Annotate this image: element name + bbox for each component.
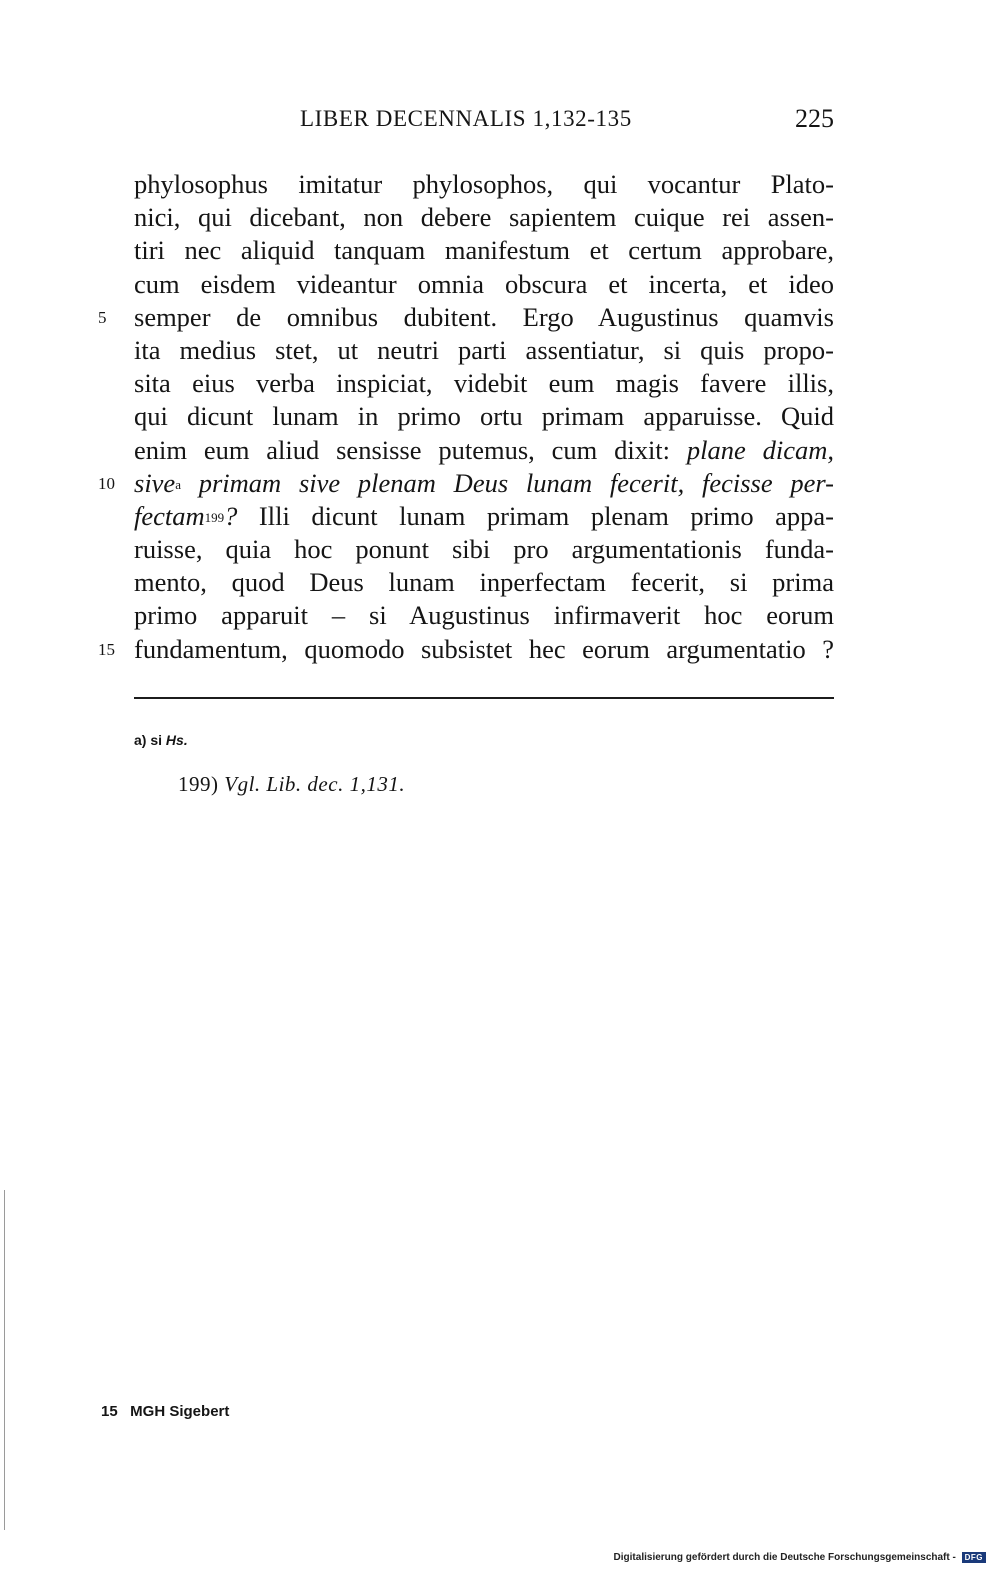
apparatus-source: Hs. bbox=[165, 732, 188, 748]
text-line bbox=[134, 168, 834, 201]
line-number: 15 bbox=[98, 639, 115, 659]
quoted-text: primam sive plenam Deus lunam fecerit, fecisse per- bbox=[180, 467, 834, 498]
text-segment: fundamentum, quomodo subsistet hec eorum argumentatio ? bbox=[134, 633, 834, 664]
note-reference: 199 bbox=[204, 509, 225, 525]
text-line bbox=[134, 533, 834, 566]
apparatus-reading: si bbox=[150, 732, 163, 748]
text-line bbox=[98, 467, 834, 500]
text-segment: cum eisdem videantur omnia obscura et incerta, et ideo bbox=[134, 268, 834, 299]
text-line bbox=[134, 234, 834, 267]
text-segment: Illi dicunt lunam primam plenam primo appa- bbox=[258, 500, 835, 531]
apparatus-marker: a) bbox=[134, 732, 147, 748]
footnote-199 bbox=[178, 772, 405, 797]
text-line bbox=[134, 400, 834, 433]
text-segment: sita eius verba inspiciat, videbit eum magis favere illis, bbox=[134, 368, 834, 399]
text-line bbox=[134, 334, 834, 367]
text-segment: tiri nec aliquid tanquam manifestum et certum approbare, bbox=[134, 235, 834, 266]
main-text bbox=[98, 168, 835, 666]
text-segment: semper de omnibus dubitent. Ergo Augustinus quamvis bbox=[134, 301, 834, 332]
quoted-text: fectam bbox=[134, 500, 205, 531]
dfg-logo-icon: DFG bbox=[962, 1552, 986, 1563]
quoted-text: plane dicam, bbox=[686, 434, 834, 465]
quoted-text: sive bbox=[134, 467, 176, 498]
text-segment: qui dicunt lunam in primo ortu primam apparuisse. Quid bbox=[134, 401, 834, 432]
text-segment: ita medius stet, ut neutri parti assentiatur, si quis propo- bbox=[134, 334, 834, 365]
footnote-separator-rule bbox=[134, 697, 834, 699]
text-segment: ruisse, quia hoc ponunt sibi pro argumentationis funda- bbox=[134, 534, 834, 565]
text-line bbox=[134, 599, 834, 632]
line-number: 5 bbox=[98, 307, 107, 327]
text-segment: phylosophus imitatur phylosophos, qui vocantur Plato- bbox=[134, 169, 834, 199]
text-segment: primo apparuit – si Augustinus infirmaverit hoc eorum bbox=[134, 600, 834, 631]
footnote-text: Vgl. Lib. dec. 1,131. bbox=[224, 772, 406, 796]
text-line bbox=[134, 500, 834, 533]
critical-apparatus-note bbox=[134, 732, 188, 748]
note-reference: a bbox=[175, 476, 181, 492]
text-segment: nici, qui dicebant, non debere sapientem cuique rei assen- bbox=[134, 202, 834, 233]
text-line bbox=[134, 268, 834, 301]
page-number: 225 bbox=[795, 104, 834, 133]
text-segment: mento, quod Deus lunam inperfectam fecerit, si prima bbox=[134, 567, 834, 598]
text-segment: enim eum aliud sensisse putemus, cum dixit: bbox=[134, 434, 687, 465]
line-number: 10 bbox=[98, 473, 115, 493]
digitization-notice bbox=[614, 1552, 986, 1563]
quoted-text: ? bbox=[224, 500, 259, 531]
digitization-text: Digitalisierung gefördert durch die Deutsche Forschungsgemeinschaft - bbox=[613, 1552, 956, 1564]
text-line bbox=[134, 367, 834, 400]
text-line bbox=[134, 566, 834, 599]
text-line bbox=[134, 434, 834, 467]
text-line bbox=[134, 201, 834, 234]
text-line bbox=[98, 633, 834, 666]
running-head: LIBER DECENNALIS 1,132-135 bbox=[300, 106, 632, 131]
text-line bbox=[98, 301, 834, 334]
footnote-number: 199) bbox=[178, 772, 219, 796]
page-edge-line bbox=[4, 1190, 5, 1530]
printer-signature: 15 MGH Sigebert bbox=[101, 1403, 230, 1420]
